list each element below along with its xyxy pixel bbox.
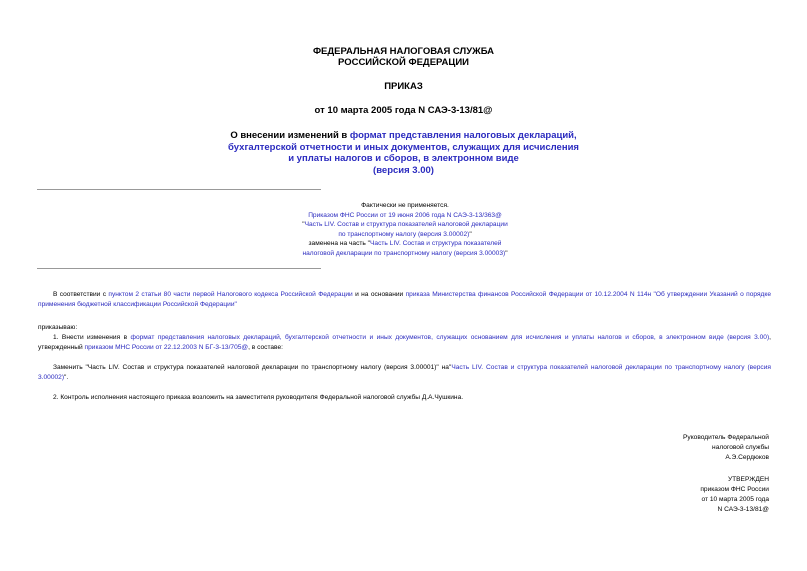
- note-order-link[interactable]: Приказом ФНС России от 19 июня 2006 года N САЭ-3-13/363@: [308, 211, 502, 219]
- p1-text-a: В соответствии с: [53, 291, 109, 298]
- p3-text-c: , в составе:: [248, 344, 283, 351]
- p3-text-b: , утвержденный: [38, 334, 771, 351]
- paragraph-item-1: [38, 333, 771, 353]
- signature-block: [683, 433, 769, 463]
- agency-name-line1: ФЕДЕРАЛЬНАЯ НАЛОГОВАЯ СЛУЖБА: [312, 46, 495, 57]
- doc-date-number: от 10 марта 2005 года N САЭ-3-13/81@: [314, 105, 493, 116]
- agency-name-line2: РОССИЙСКОЙ ФЕДЕРАЦИИ: [337, 57, 469, 68]
- paragraph-order: приказываю:: [38, 324, 78, 331]
- signature-line2: налоговой службы: [712, 444, 769, 451]
- note-new-part-link-1[interactable]: Часть LIV. Состав и структура показателей: [370, 240, 502, 248]
- p1-text-b: и на основании: [352, 291, 406, 298]
- note-part-link-1[interactable]: Часть LIV. Состав и структура показателей налоговой декларации: [304, 221, 508, 229]
- signature-line1: Руководитель Федеральной: [683, 434, 769, 441]
- approval-line1: УТВЕРЖДЕН: [727, 476, 769, 483]
- title-format-link-2[interactable]: бухгалтерской отчетности и иных документов, служащих для исчисления: [228, 141, 579, 153]
- tax-code-link[interactable]: пунктом 2 статьи 80 части первой Налогового кодекса Российской Федерации: [108, 291, 353, 298]
- p3-text-a: 1. Внести изменения в: [53, 334, 131, 341]
- approval-line4: N САЭ-3-13/81@: [717, 506, 769, 513]
- paragraph-basis: [38, 290, 771, 310]
- signature-line3: А.Э.Сердюков: [725, 454, 769, 461]
- paragraph-replace: [38, 363, 771, 383]
- minfin-order-link[interactable]: приказа Министерства финансов Российской Федерации от 10.12.2004 N 114н "Об утверждении Указаний о порядке применения бюджетной классификации Российской Федерации": [38, 291, 772, 308]
- title-format-link[interactable]: формат представления налоговых деклараций,: [349, 130, 577, 141]
- approval-block: [700, 475, 769, 515]
- document-title: [0, 130, 807, 176]
- p4-text-b: ".: [64, 374, 69, 381]
- p4-text-a: Заменить "Часть LIV. Состав и структура показателей налоговой декларации по транспортному налогу (версия 3.00001)" на": [53, 364, 452, 371]
- paragraph-item-2: 2. Контроль исполнения настоящего приказа возложить на заместителя руководителя Федеральной налоговой службы Д.А.Чушкина.: [53, 394, 464, 401]
- note-replaced-text: заменена на часть ": [308, 240, 371, 248]
- note-quote-close-2: ": [505, 249, 508, 257]
- title-format-link-3[interactable]: и уплаты налогов и сборов, в электронном виде: [288, 153, 519, 164]
- note-block: [200, 201, 610, 259]
- doc-type: ПРИКАЗ: [384, 81, 423, 92]
- mns-order-link[interactable]: приказом МНС России от 22.12.2003 N БГ-3-13/705@: [84, 344, 249, 351]
- note-quote-close: ": [469, 230, 472, 238]
- title-version[interactable]: (версия 3.00): [373, 164, 434, 176]
- note-line1: Фактически не применяется.: [361, 202, 449, 209]
- format-link[interactable]: формат представления налоговых деклараций, бухгалтерской отчетности и иных документов, служащих основанием для исчисления и уплаты налогов и сборов, в электронном виде (версия 3.00): [130, 334, 770, 341]
- approval-line2: приказом ФНС России: [700, 486, 769, 493]
- note-part-link-2[interactable]: по транспортному налогу (версия 3.00002): [338, 230, 470, 238]
- title-prefix: О внесении изменений в: [230, 130, 350, 141]
- document-header: [0, 46, 807, 116]
- approval-line3: от 10 марта 2005 года: [701, 496, 769, 503]
- note-new-part-link-2[interactable]: налоговой декларации по транспортному налогу (версия 3.00003): [302, 249, 506, 257]
- divider-bottom: [37, 268, 321, 269]
- divider-top: [37, 189, 321, 190]
- part-liv-link[interactable]: Часть LIV. Состав и структура показателей налоговой декларации по транспортному налогу (версия 3.00002): [38, 364, 771, 381]
- note-quote-open: ": [302, 221, 305, 229]
